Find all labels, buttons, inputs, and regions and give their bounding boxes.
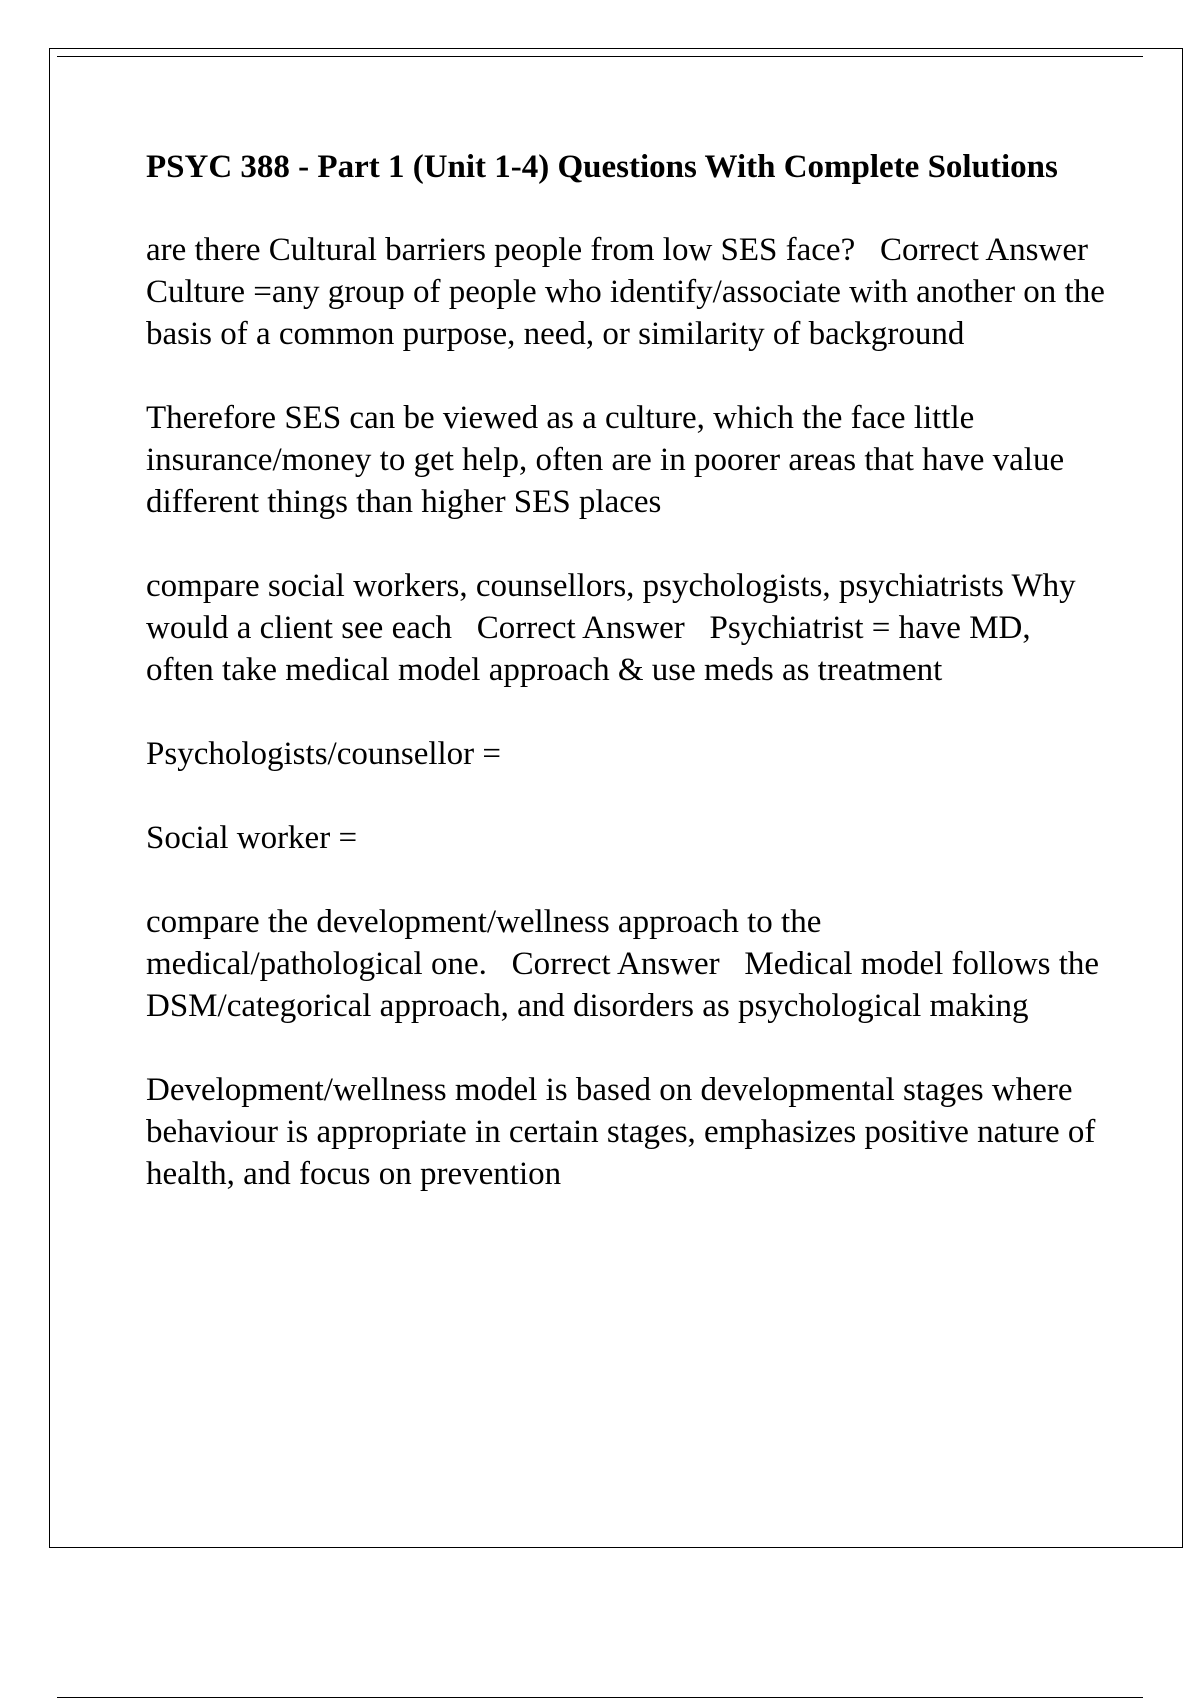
- qa-answer-ses-culture: Therefore SES can be viewed as a culture, which the face little insurance/money to get help, often are in poorer areas that have value different things than higher SES places: [146, 400, 1073, 520]
- qa-question-compare-models: compare the development/wellness approach to the medical/pathological one. Correct Answer Medical model follows the DSM/categorical approach, and disorders as psychological making: [146, 904, 1108, 1024]
- qa-answer-development-model: Development/wellness model is based on developmental stages where behaviour is appropriate in certain stages, emphasizes positive nature of health, and focus on prevention: [146, 1072, 1104, 1192]
- qa-question-compare-professions: compare social workers, counsellors, psychologists, psychiatrists Why would a client see each Correct Answer Psychiatrist = have MD, often take medical model approach & use meds as treatment: [146, 568, 1084, 688]
- document-title: PSYC 388 - Part 1 (Unit 1-4) Questions With Complete Solutions: [146, 149, 1058, 185]
- qa-question-cultural-barriers: are there Cultural barriers people from low SES face? Correct Answer Culture =any group of people who identify/associate with another on the basis of a common purpose, need, or similarity of background: [146, 232, 1114, 352]
- qa-answer-social-worker: Social worker =: [146, 820, 358, 856]
- qa-answer-psychologists: Psychologists/counsellor =: [146, 736, 502, 772]
- bottom-rule: [57, 1697, 1143, 1698]
- document-content: [146, 146, 1114, 1237]
